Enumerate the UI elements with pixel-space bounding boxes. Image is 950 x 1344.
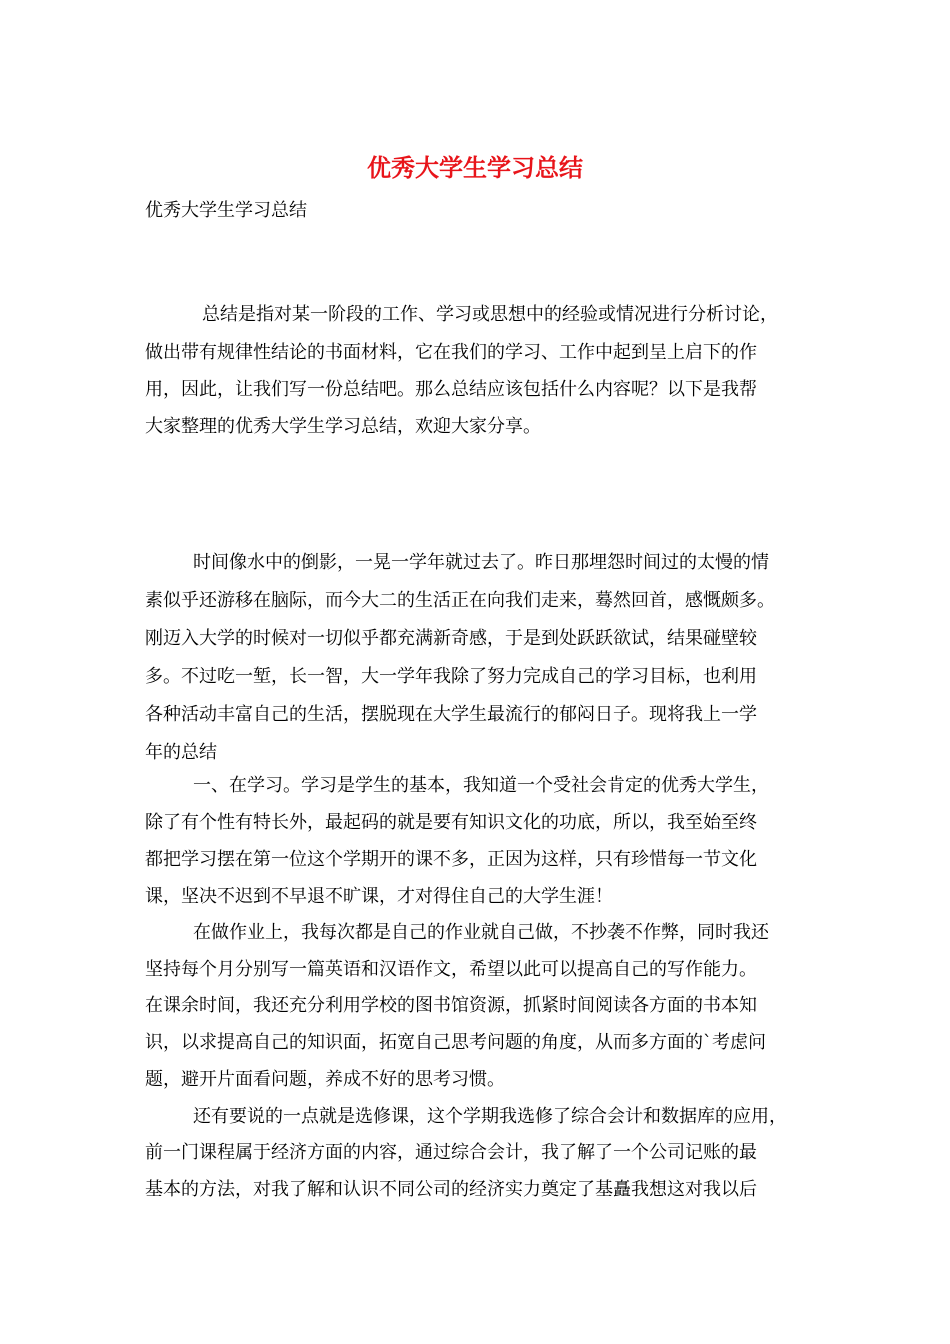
body-line: 在课余时间，我还充分利用学校的图书馆资源，抓紧时间阅读各方面的书本知 bbox=[145, 995, 757, 1016]
document-title: 优秀大学生学习总结 bbox=[367, 153, 583, 182]
body-line: 用，因此，让我们写一份总结吧。那么总结应该包括什么内容呢？以下是我帮 bbox=[145, 379, 757, 400]
body-line: 坚持每个月分别写一篇英语和汉语作文，希望以此可以提高自己的写作能力。 bbox=[145, 959, 757, 980]
body-line: 总结是指对某一阶段的工作、学习或思想中的经验或情况进行分析讨论， bbox=[202, 304, 778, 325]
body-line: 时间像水中的倒影，一晃一学年就过去了。昨日那埋怨时间过的太慢的情 bbox=[193, 552, 769, 573]
body-line: 多。不过吃一堑，长一智，大一学年我除了努力完成自己的学习目标，也利用 bbox=[145, 666, 757, 687]
body-line: 在做作业上，我每次都是自己的作业就自己做，不抄袭不作弊，同时我还 bbox=[193, 922, 769, 943]
body-line: 素似乎还游移在脑际，而今大二的生活正在向我们走来，蓦然回首，感慨颇多。 bbox=[145, 590, 775, 611]
body-line: 都把学习摆在第一位这个学期开的课不多，正因为这样，只有珍惜每一节文化 bbox=[145, 849, 757, 870]
body-line: 前一门课程属于经济方面的内容，通过综合会计，我了解了一个公司记账的最 bbox=[145, 1142, 757, 1163]
body-line: 大家整理的优秀大学生学习总结，欢迎大家分享。 bbox=[145, 416, 541, 437]
body-line: 除了有个性有特长外，最起码的就是要有知识文化的功底，所以，我至始至终 bbox=[145, 812, 757, 833]
body-line: 刚迈入大学的时候对一切似乎都充满新奇感，于是到处跃跃欲试，结果碰壁较 bbox=[145, 628, 757, 649]
body-line: 年的总结 bbox=[145, 742, 217, 763]
body-line: 还有要说的一点就是选修课，这个学期我选修了综合会计和数据库的应用， bbox=[193, 1106, 787, 1127]
body-line: 课，坚决不迟到不早退不旷课，才对得住自己的大学生涯！ bbox=[145, 886, 613, 907]
document-subtitle: 优秀大学生学习总结 bbox=[145, 200, 307, 221]
body-line: 各种活动丰富自己的生活，摆脱现在大学生最流行的郁闷日子。现将我上一学 bbox=[145, 704, 757, 725]
body-line: 一、在学习。学习是学生的基本，我知道一个受社会肯定的优秀大学生， bbox=[193, 775, 769, 796]
body-line: 题，避开片面看问题，养成不好的思考习惯。 bbox=[145, 1069, 505, 1090]
body-line: 识，以求提高自己的知识面，拓宽自己思考问题的角度，从而多方面的`考虑问 bbox=[145, 1032, 766, 1053]
body-line: 基本的方法，对我了解和认识不同公司的经济实力奠定了基矗我想这对我以后 bbox=[145, 1179, 757, 1200]
body-line: 做出带有规律性结论的书面材料，它在我们的学习、工作中起到呈上启下的作 bbox=[145, 342, 757, 363]
